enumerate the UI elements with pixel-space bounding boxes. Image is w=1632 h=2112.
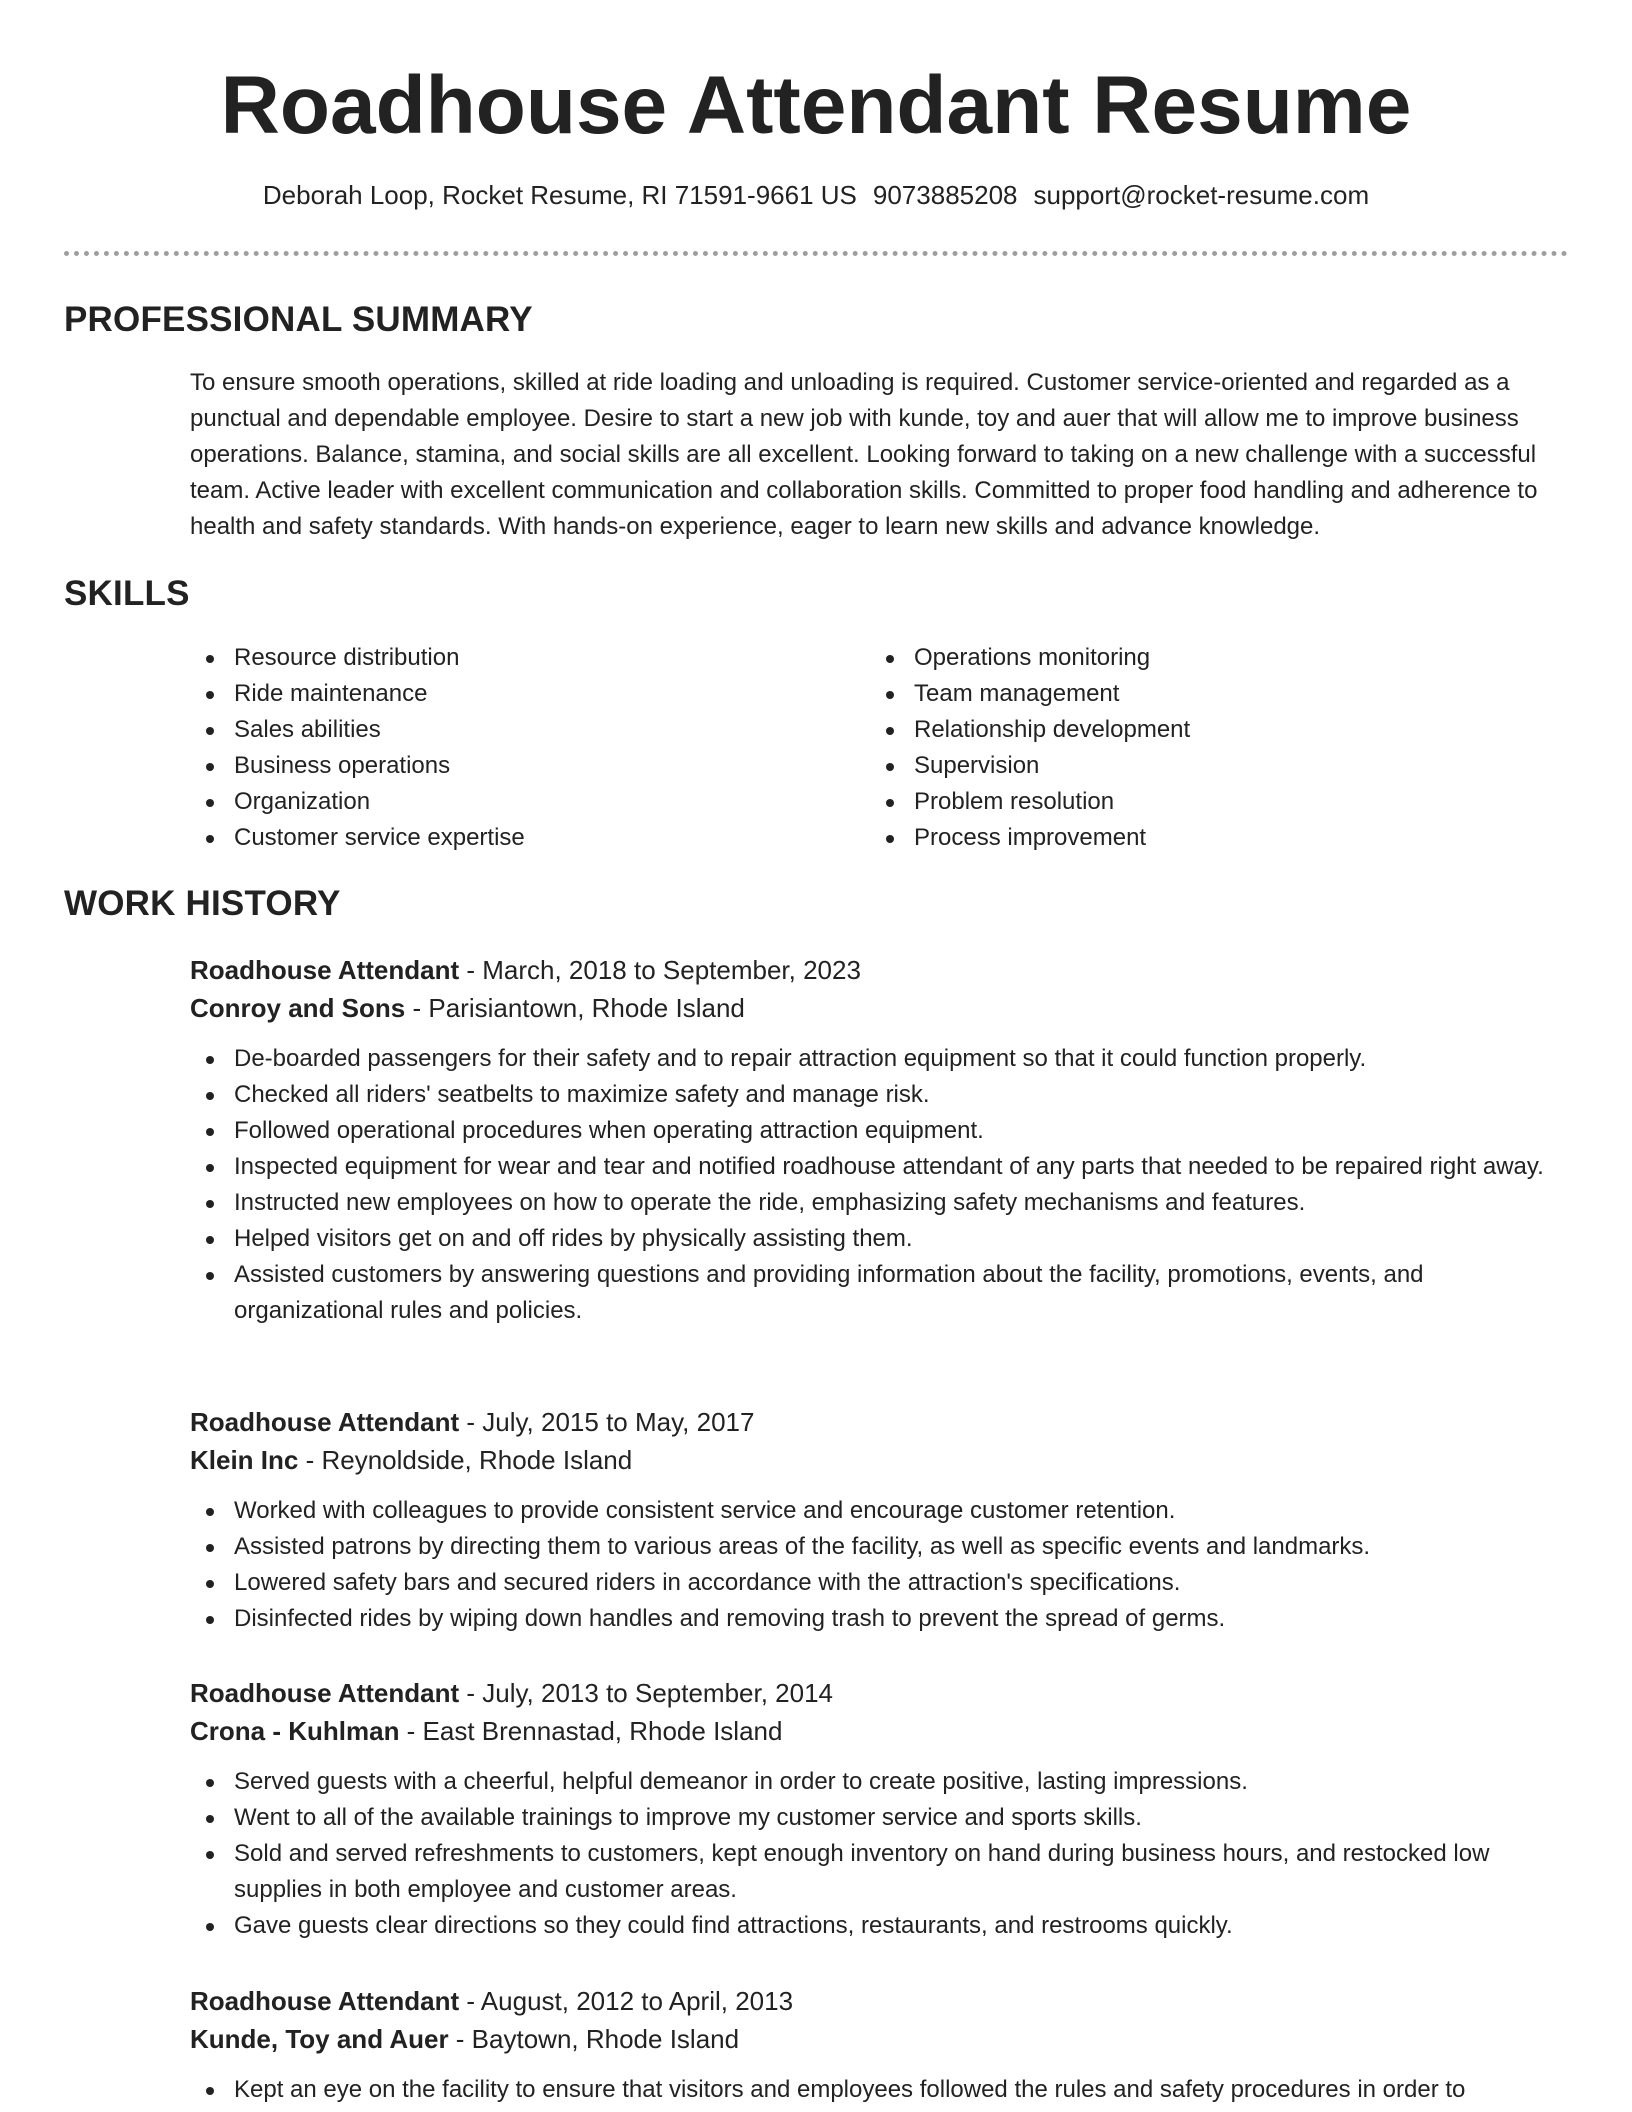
skill-item: Process improvement — [870, 820, 1510, 856]
job-company-line — [190, 989, 1570, 1027]
job-location: - East Brennastad, Rhode Island — [399, 1716, 783, 1746]
job-location: - Parisiantown, Rhode Island — [405, 993, 745, 1023]
summary-text: To ensure smooth operations, skilled at ride loading and unloading is required. Customer service-oriented and regarded as a punctual and dependable employee. Desire to start a new job with kunde, toy and auer that will allow me to improve business operations. Balance, stamina, and social skills are all excellent. Looking forward to taking on a new challenge with a successful team. Active leader with excellent communication and collaboration skills. Committed to proper food handling and adherence to health and safety standards. With hands-on experience, eager to learn new skills and advance knowledge. — [190, 369, 1538, 540]
skill-item: Relationship development — [870, 712, 1510, 748]
job-title-line — [190, 1982, 1570, 2020]
job-bullet: Worked with colleagues to provide consistent service and encourage customer retention. — [190, 1493, 1564, 1529]
skill-item: Ride maintenance — [190, 676, 830, 712]
job-entry — [190, 951, 1570, 1329]
skill-item: Problem resolution — [870, 784, 1510, 820]
job-title-line — [190, 1674, 1570, 1712]
job-dates: - August, 2012 to April, 2013 — [459, 1986, 794, 2016]
skill-item: Team management — [870, 676, 1510, 712]
job-bullet: Gave guests clear directions so they could find attractions, restaurants, and restrooms quickly. — [190, 1908, 1564, 1944]
skill-item: Business operations — [190, 748, 830, 784]
job-location: - Baytown, Rhode Island — [448, 2024, 740, 2054]
job-bullet: Assisted customers by answering questions and providing information about the facility, promotions, events, and organizational rules and policies. — [190, 1257, 1564, 1329]
job-company-line — [190, 1441, 1570, 1479]
job-title: Roadhouse Attendant — [190, 1678, 460, 1708]
job-bullet: De-boarded passengers for their safety and to repair attraction equipment so that it could function properly. — [190, 1041, 1564, 1077]
job-bullets — [190, 1493, 1570, 1637]
job-bullet: Went to all of the available trainings to improve my customer service and sports skills. — [190, 1800, 1564, 1836]
job-location: - Reynoldside, Rhode Island — [298, 1445, 633, 1475]
skills-heading: SKILLS — [64, 574, 190, 613]
job-bullet: Instructed new employees on how to operate the ride, emphasizing safety mechanisms and features. — [190, 1185, 1564, 1221]
job-company: Crona - Kuhlman — [190, 1716, 400, 1746]
job-bullet: Assisted patrons by directing them to various areas of the facility, as well as specific events and landmarks. — [190, 1529, 1564, 1565]
job-entry — [190, 1982, 1570, 2108]
job-bullet: Followed operational procedures when operating attraction equipment. — [190, 1113, 1564, 1149]
job-bullets — [190, 1041, 1570, 1329]
header-divider — [64, 251, 1568, 256]
job-company-line — [190, 2020, 1570, 2058]
job-entry — [190, 1674, 1570, 1944]
job-bullet: Disinfected rides by wiping down handles and removing trash to prevent the spread of germs. — [190, 1601, 1564, 1637]
skill-item: Supervision — [870, 748, 1510, 784]
job-company: Klein Inc — [190, 1445, 299, 1475]
job-bullet: Inspected equipment for wear and tear and notified roadhouse attendant of any parts that needed to be repaired right away. — [190, 1149, 1564, 1185]
job-entry — [190, 1403, 1570, 1637]
skill-item: Resource distribution — [190, 640, 830, 676]
summary-heading: PROFESSIONAL SUMMARY — [64, 300, 533, 339]
job-bullet: Helped visitors get on and off rides by physically assisting them. — [190, 1221, 1564, 1257]
contact-line — [0, 178, 1632, 212]
skills-list-right — [870, 640, 1510, 856]
job-company: Conroy and Sons — [190, 993, 406, 1023]
job-company-line — [190, 1712, 1570, 1750]
job-bullets — [190, 2072, 1570, 2108]
skill-item: Operations monitoring — [870, 640, 1510, 676]
contact-email: support@rocket-resume.com — [1033, 180, 1370, 210]
job-title-line — [190, 1403, 1570, 1441]
job-bullet: Lowered safety bars and secured riders in accordance with the attraction's specifications. — [190, 1565, 1564, 1601]
job-company: Kunde, Toy and Auer — [190, 2024, 449, 2054]
job-bullet: Kept an eye on the facility to ensure that visitors and employees followed the rules and safety procedures in order to — [190, 2072, 1564, 2108]
job-title: Roadhouse Attendant — [190, 955, 460, 985]
job-bullet: Served guests with a cheerful, helpful demeanor in order to create positive, lasting impressions. — [190, 1764, 1564, 1800]
job-bullet: Sold and served refreshments to customers, kept enough inventory on hand during business hours, and restocked low supplies in both employee and customer areas. — [190, 1836, 1564, 1908]
job-bullets — [190, 1764, 1570, 1944]
job-title: Roadhouse Attendant — [190, 1986, 460, 2016]
skill-item: Organization — [190, 784, 830, 820]
work-history-heading: WORK HISTORY — [64, 884, 341, 923]
job-title: Roadhouse Attendant — [190, 1407, 460, 1437]
job-title-line — [190, 951, 1570, 989]
job-dates: - July, 2015 to May, 2017 — [459, 1407, 755, 1437]
job-dates: - March, 2018 to September, 2023 — [459, 955, 861, 985]
job-bullet: Checked all riders' seatbelts to maximize safety and manage risk. — [190, 1077, 1564, 1113]
contact-address: Deborah Loop, Rocket Resume, RI 71591-9661 US — [262, 180, 857, 210]
job-dates: - July, 2013 to September, 2014 — [459, 1678, 834, 1708]
contact-phone: 9073885208 — [872, 180, 1018, 210]
skills-list-left — [190, 640, 830, 856]
skill-item: Sales abilities — [190, 712, 830, 748]
skill-item: Customer service expertise — [190, 820, 830, 856]
page-title: Roadhouse Attendant Resume — [220, 60, 1412, 151]
